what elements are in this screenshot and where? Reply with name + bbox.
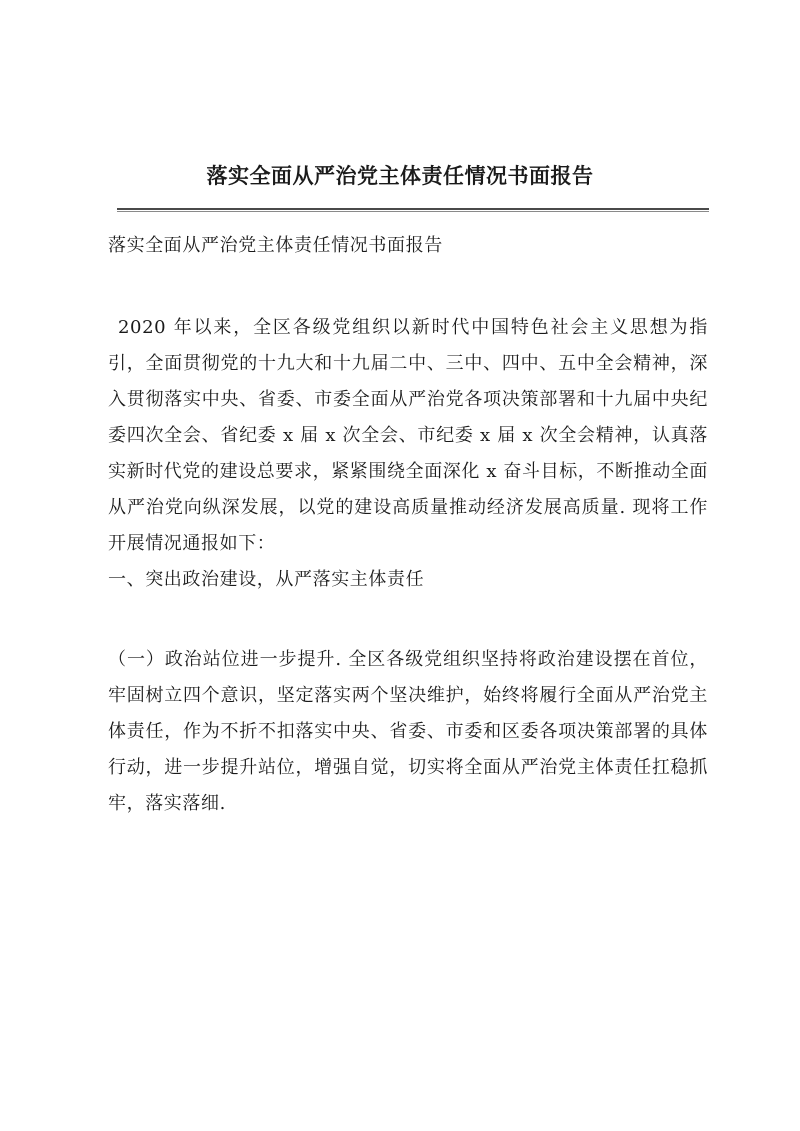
section-heading: 一、突出政治建设，从严落实主体责任 [108,569,425,590]
document-title: 落实全面从严治党主体责任情况书面报告 [206,163,594,188]
section-paragraph: （一）政治站位进一步提升. 全区各级党组织坚持将政治建设摆在首位，牢固树立四个意识，坚定落实两个坚决维护，始终将履行全面从严治党主体责任，作为不折不扣落实中央、省委、市委和区委各项决策部署的具体行动，进一步提升站位，增强自觉，切实将全面从严治党主体责任扛稳抓牢，落实落细. [108,649,708,814]
intro-paragraph: 2020 年以来，全区各级党组织以新时代中国特色社会主义思想为指引，全面贯彻党的十九大和十九届二中、三中、四中、五中全会精神，深入贯彻落实中央、省委、市委全面从严治党各项决策部署和十九届中央纪委四次全会、省纪委 x 届 x 次全会、市纪委 x 届 x 次全会精神，认真落实新时代党的建设总要求，紧紧围绕全面深化 x 奋斗目标，不断推动全面从严治党向纵深发展，以党的建设高质量推动经济发展高质量. 现将工作开展情况通报如下： [108,317,708,554]
document-body [108,228,708,822]
title-divider [117,208,709,212]
document-subtitle: 落实全面从严治党主体责任情况书面报告 [108,235,443,256]
